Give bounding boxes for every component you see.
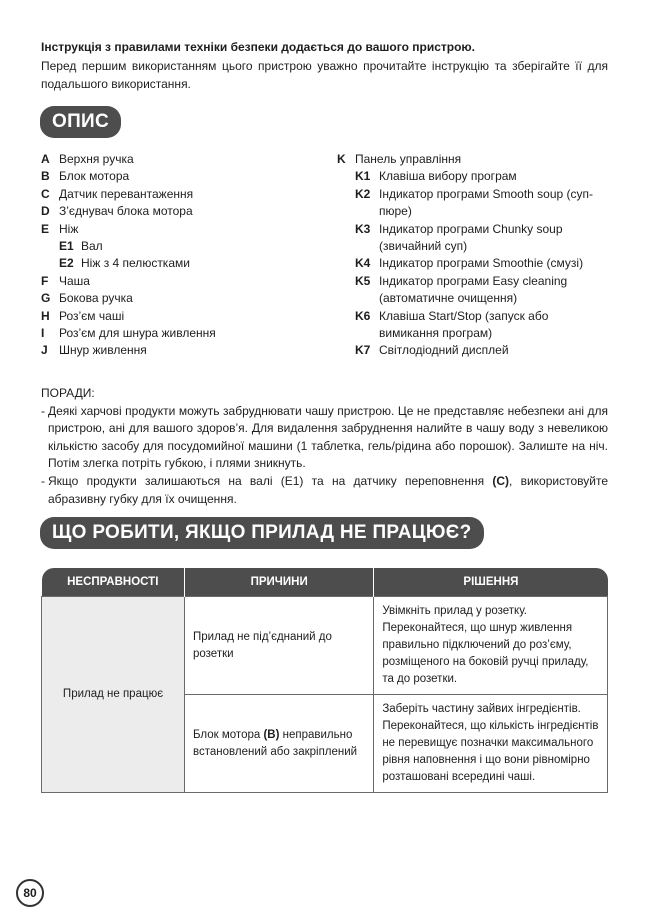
parts-list-left — [41, 151, 321, 360]
cause-cell: Прилад не під’єднаний до розетки — [185, 597, 374, 695]
tip-item: - Деякі харчові продукти можуть забруднювати чашу пристрою. Це не представляє небезпеки ані для пристрою, ані для вашого здоров’я. Для видалення забруднення налийте в чашу воду з невеликою кількістю засобу для посудомийної машини (1 таблетка, гель/рідина або порошок). Залиште на ніч. Потім злегка потріть губкою, і плями зникнуть. — [41, 403, 608, 471]
part-subitem: K6 Клавіша Start/Stop (запуск або вимикання програм) — [355, 308, 549, 341]
part-subitem: K4 Індикатор програми Smoothie (смузі) — [355, 256, 584, 271]
column-header-causes: ПРИЧИНИ — [185, 568, 374, 597]
column-header-faults: НЕСПРАВНОСТІ — [42, 568, 185, 597]
part-subitem: K5 Індикатор програми Easy cleaning (автоматичне очищення) — [355, 273, 568, 306]
part-item: K Панель управління — [337, 152, 462, 166]
tips-section — [41, 385, 608, 508]
table-row — [42, 597, 608, 695]
tip-item: - Якщо продукти залишаються на валі (E1) та на датчику переповнення (C), використовуйте абразивну губку для їх очищення. — [41, 473, 608, 506]
part-item: B Блок мотора — [41, 169, 130, 184]
parts-list-right — [337, 151, 607, 360]
solution-cell: Увімкніть прилад у розетку. Переконайтеся, що шнур живлення правильно підключений до роз’єму, розміщеного на боковій ручці приладу, та до розетки. — [374, 597, 608, 695]
column-header-solutions: РІШЕННЯ — [374, 568, 608, 597]
description-heading: ОПИС — [40, 106, 121, 138]
troubleshooting-table — [41, 568, 608, 793]
part-subitem: E2 Ніж з 4 пелюстками — [59, 256, 190, 271]
part-item: G Бокова ручка — [41, 291, 133, 306]
part-item: J Шнур живлення — [41, 343, 147, 358]
part-item: F Чаша — [41, 273, 90, 288]
table-header-row — [42, 568, 608, 597]
part-subitem: E1 Вал — [59, 239, 103, 254]
fault-cell: Прилад не працює — [42, 597, 185, 793]
part-subitem: K1 Клавіша вибору програм — [355, 169, 517, 184]
tips-title: ПОРАДИ: — [41, 386, 95, 400]
part-item: E Ніж — [41, 221, 79, 236]
part-subitem: K2 Індикатор програми Smooth soup (суп-пюре) — [355, 186, 594, 219]
troubleshooting-heading: ЩО РОБИТИ, ЯКЩО ПРИЛАД НЕ ПРАЦЮЄ? — [40, 517, 484, 549]
part-item: C Датчик перевантаження — [41, 186, 194, 201]
part-item: D З’єднувач блока мотора — [41, 204, 193, 219]
solution-cell: Заберіть частину зайвих інгредієнтів. Переконайтеся, що кількість інгредієнтів не перевищує позначки максимального рівня наповнення і що вони рівномірно розташовані всередині чаші. — [374, 695, 608, 793]
cause-cell: Блок мотора (B) неправильно встановлений або закріплений — [185, 695, 374, 793]
intro-paragraph: Перед першим використанням цього пристрою уважно прочитайте інструкцію та зберігайте її для подальшого використання. — [41, 59, 608, 91]
part-item: I Роз’єм для шнура живлення — [41, 326, 216, 341]
page-number: 80 — [16, 879, 44, 907]
part-subitem: K3 Індикатор програми Chunky soup (звичайний суп) — [355, 221, 563, 254]
part-item: A Верхня ручка — [41, 152, 134, 166]
part-subitem: K7 Світлодіодний дисплей — [355, 343, 509, 358]
safety-notice: Інструкція з правилами техніки безпеки додається до вашого пристрою. — [41, 40, 476, 54]
part-item: H Роз’єм чаші — [41, 308, 125, 323]
